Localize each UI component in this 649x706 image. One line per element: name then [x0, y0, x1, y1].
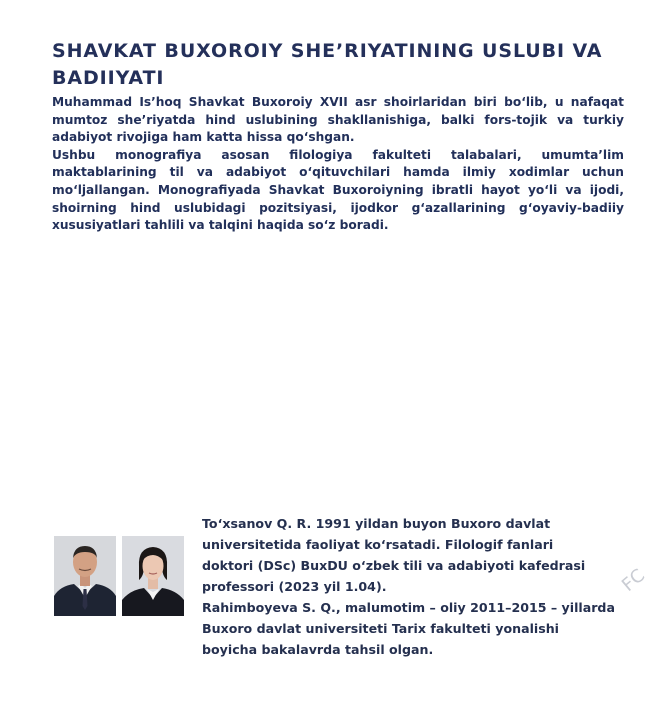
- abstract-paragraph-1: Muhammad Is’hoq Shavkat Buxoroiy XVII asr shoirlaridan biri bo‘lib, u nafaqat mumtoz she’riyatda hind uslubining shakllanishiga, balki fors-tojik va turkiy adabiyot rivojiga ham katta hissa qo‘shgan.: [52, 95, 624, 145]
- bio-line: Buxoro davlat universiteti Tarix fakulteti yonalishi: [202, 621, 559, 636]
- bio-line: doktori (DSc) BuxDU o‘zbek tili va adabiyoti kafedrasi: [202, 558, 586, 573]
- author-bio: [202, 513, 622, 660]
- bio-line: Rahimboyeva S. Q., malumotim – oliy 2011–2015 – yillarda: [202, 600, 615, 615]
- bio-line: boyicha bakalavrda tahsil olgan.: [202, 642, 434, 657]
- book-abstract: [52, 94, 624, 235]
- bio-line: professori (2023 yil 1.04).: [202, 579, 387, 594]
- abstract-paragraph-2: Ushbu monografiya asosan filologiya fakulteti talabalari, umumta’lim maktablarining til va adabiyot o‘qituvchilari hamda ilmiy xodimlar uchun mo‘ljallangan. Monografiyada Shavkat Buxoroiyning ibratli hayot yo‘li va ijodi, shoirning hind uslubidagi pozitsiyasi, ijodkor g‘azallarining g‘oyaviy-badiiy xususiyatlari tahlili va talqini haqida so‘z boradi.: [52, 147, 624, 233]
- edge-watermark: FC: [617, 565, 649, 596]
- bio-line: To‘xsanov Q. R. 1991 yildan buyon Buxoro davlat: [202, 516, 551, 531]
- author-photo-male: [54, 536, 116, 616]
- bio-line: universitetida faoliyat ko‘rsatadi. Filologif fanlari: [202, 537, 554, 552]
- author-photo-female: [122, 536, 184, 616]
- book-title: SHAVKAT BUXOROIY SHE’RIYATINING USLUBI VA BADIIYATI: [52, 40, 603, 89]
